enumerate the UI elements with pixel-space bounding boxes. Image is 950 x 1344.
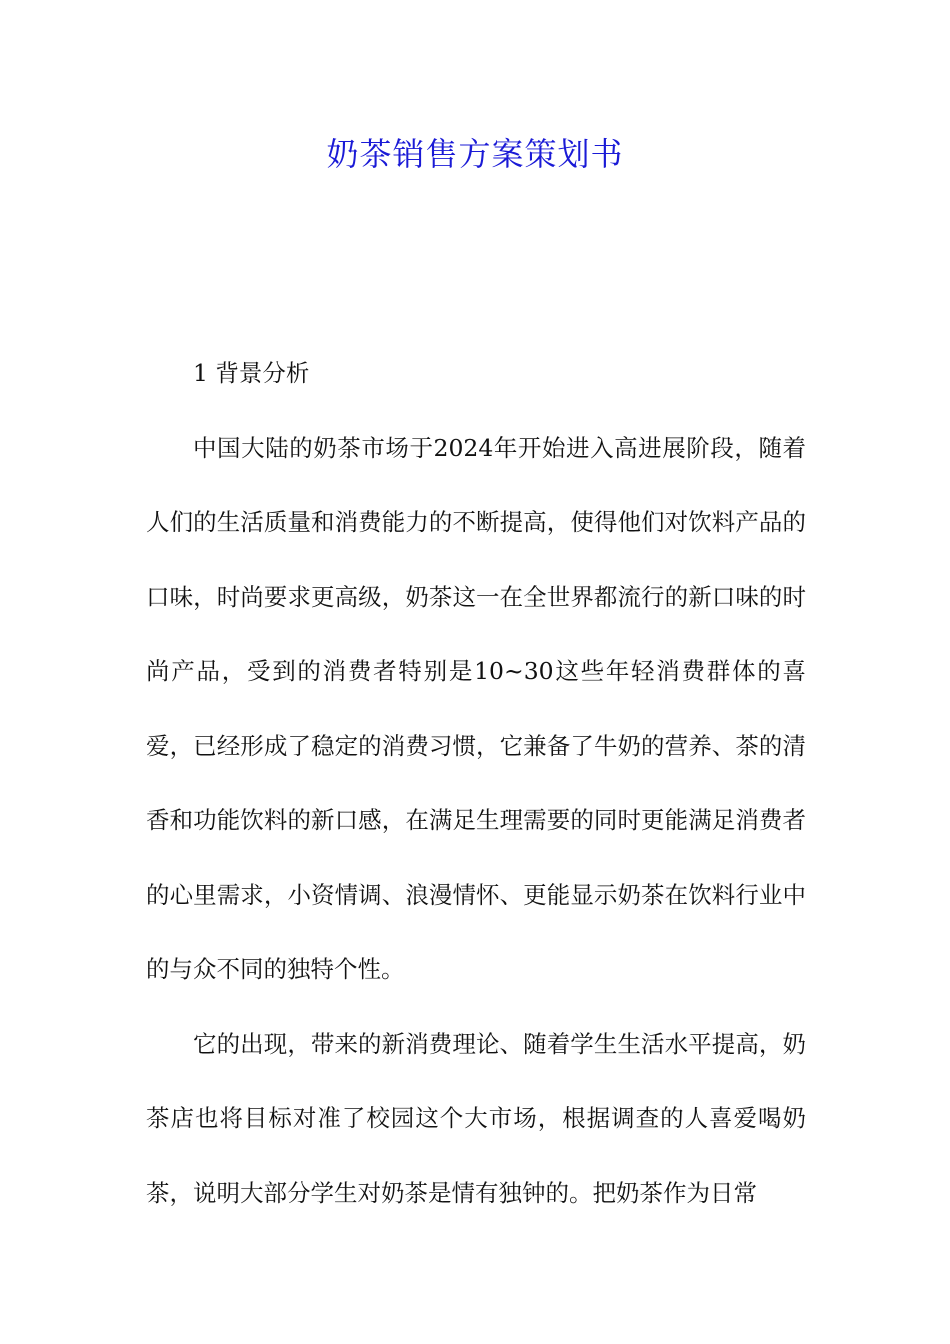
section-heading: 1 背景分析 (193, 359, 310, 387)
document-title: 奶茶销售方案策划书 (326, 135, 624, 173)
body-paragraph-1: 中国大陆的奶茶市场于2024年开始进入高进展阶段，随着人们的生活质量和消费能力的不断提高，使得他们对饮料产品的口味，时尚要求更高级，奶茶这一在全世界都流行的新口味的时尚产品，受到的消费者特别是10~30这些年轻消费群体的喜爱，已经形成了稳定的消费习惯，它兼备了牛奶的营养、茶的清香和功能饮料的新口感，在满足生理需要的同时更能满足消费者的心里需求，小资情调、浪漫情怀、更能显示奶茶在饮料行业中的与众不同的独特个性。 (146, 433, 806, 983)
body-paragraph-2: 它的出现，带来的新消费理论、随着学生生活水平提高，奶茶店也将目标对准了校园这个大市场，根据调查的人喜爱喝奶茶，说明大部分学生对奶茶是情有独钟的。把奶茶作为日常 (146, 1029, 806, 1207)
document-body (146, 336, 806, 1230)
